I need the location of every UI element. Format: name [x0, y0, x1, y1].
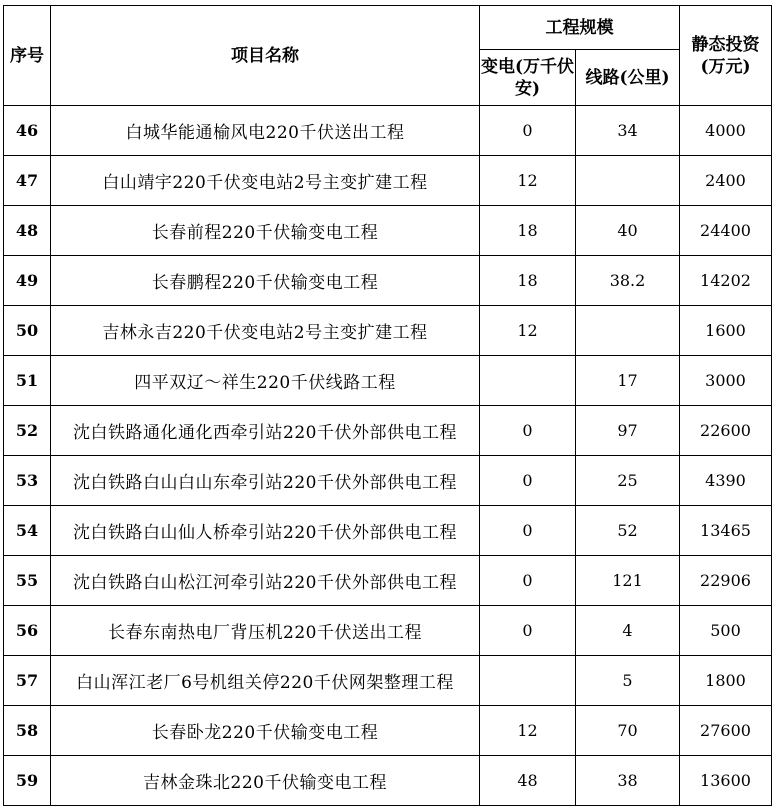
project-table [3, 5, 772, 806]
row-investment: 500 [680, 606, 772, 656]
row-line: 121 [576, 556, 680, 606]
table-row [4, 156, 772, 206]
row-investment: 13600 [680, 756, 772, 806]
row-line: 34 [576, 106, 680, 156]
table-body [4, 106, 772, 806]
table-row [4, 756, 772, 806]
row-investment: 4390 [680, 456, 772, 506]
row-substation: 12 [480, 156, 576, 206]
project-table-container [3, 5, 772, 806]
row-line: 5 [576, 656, 680, 706]
row-line [576, 156, 680, 206]
row-line: 25 [576, 456, 680, 506]
header-project-name: 项目名称 [51, 6, 480, 106]
row-substation [480, 656, 576, 706]
row-line: 70 [576, 706, 680, 756]
row-substation [480, 356, 576, 406]
row-seq: 57 [4, 656, 51, 706]
row-seq: 51 [4, 356, 51, 406]
row-project-name: 长春前程220千伏输变电工程 [51, 206, 480, 256]
row-seq: 47 [4, 156, 51, 206]
row-project-name: 长春鹏程220千伏输变电工程 [51, 256, 480, 306]
row-substation: 18 [480, 256, 576, 306]
row-investment: 14202 [680, 256, 772, 306]
row-project-name: 长春东南热电厂背压机220千伏送出工程 [51, 606, 480, 656]
row-seq: 56 [4, 606, 51, 656]
table-row [4, 706, 772, 756]
row-seq: 46 [4, 106, 51, 156]
table-row [4, 256, 772, 306]
table-row [4, 356, 772, 406]
row-line [576, 306, 680, 356]
row-seq: 53 [4, 456, 51, 506]
row-substation: 12 [480, 306, 576, 356]
row-line: 40 [576, 206, 680, 256]
row-line: 4 [576, 606, 680, 656]
table-row [4, 306, 772, 356]
row-seq: 54 [4, 506, 51, 556]
row-project-name: 沈白铁路白山松江河牵引站220千伏外部供电工程 [51, 556, 480, 606]
row-seq: 50 [4, 306, 51, 356]
row-seq: 49 [4, 256, 51, 306]
row-seq: 48 [4, 206, 51, 256]
table-row [4, 456, 772, 506]
row-project-name: 沈白铁路通化通化西牵引站220千伏外部供电工程 [51, 406, 480, 456]
row-investment: 3000 [680, 356, 772, 406]
row-project-name: 白山靖宇220千伏变电站2号主变扩建工程 [51, 156, 480, 206]
row-line: 38.2 [576, 256, 680, 306]
row-seq: 55 [4, 556, 51, 606]
row-line: 52 [576, 506, 680, 556]
row-investment: 1800 [680, 656, 772, 706]
row-seq: 58 [4, 706, 51, 756]
row-investment: 4000 [680, 106, 772, 156]
row-line: 38 [576, 756, 680, 806]
row-substation: 0 [480, 556, 576, 606]
row-substation: 0 [480, 606, 576, 656]
header-scale: 工程规模 [480, 6, 680, 50]
row-substation: 0 [480, 506, 576, 556]
table-header [4, 6, 772, 106]
row-project-name: 吉林永吉220千伏变电站2号主变扩建工程 [51, 306, 480, 356]
row-investment: 1600 [680, 306, 772, 356]
table-row [4, 556, 772, 606]
row-investment: 22906 [680, 556, 772, 606]
row-line: 17 [576, 356, 680, 406]
table-row [4, 406, 772, 456]
row-investment: 24400 [680, 206, 772, 256]
table-row [4, 506, 772, 556]
row-substation: 18 [480, 206, 576, 256]
header-investment: 静态投资(万元) [680, 6, 772, 106]
table-row [4, 606, 772, 656]
row-substation: 0 [480, 456, 576, 506]
table-row [4, 106, 772, 156]
row-investment: 22600 [680, 406, 772, 456]
row-project-name: 吉林金珠北220千伏输变电工程 [51, 756, 480, 806]
row-substation: 12 [480, 706, 576, 756]
header-substation: 变电(万千伏安) [480, 50, 576, 106]
row-line: 97 [576, 406, 680, 456]
row-substation: 0 [480, 106, 576, 156]
row-seq: 59 [4, 756, 51, 806]
row-project-name: 白城华能通榆风电220千伏送出工程 [51, 106, 480, 156]
row-investment: 27600 [680, 706, 772, 756]
row-substation: 48 [480, 756, 576, 806]
header-line: 线路(公里) [576, 50, 680, 106]
row-project-name: 长春卧龙220千伏输变电工程 [51, 706, 480, 756]
header-seq: 序号 [4, 6, 51, 106]
row-investment: 13465 [680, 506, 772, 556]
table-row [4, 656, 772, 706]
row-investment: 2400 [680, 156, 772, 206]
row-project-name: 白山浑江老厂6号机组关停220千伏网架整理工程 [51, 656, 480, 706]
row-project-name: 沈白铁路白山仙人桥牵引站220千伏外部供电工程 [51, 506, 480, 556]
row-project-name: 四平双辽～祥生220千伏线路工程 [51, 356, 480, 406]
row-project-name: 沈白铁路白山白山东牵引站220千伏外部供电工程 [51, 456, 480, 506]
row-substation: 0 [480, 406, 576, 456]
row-seq: 52 [4, 406, 51, 456]
table-row [4, 206, 772, 256]
